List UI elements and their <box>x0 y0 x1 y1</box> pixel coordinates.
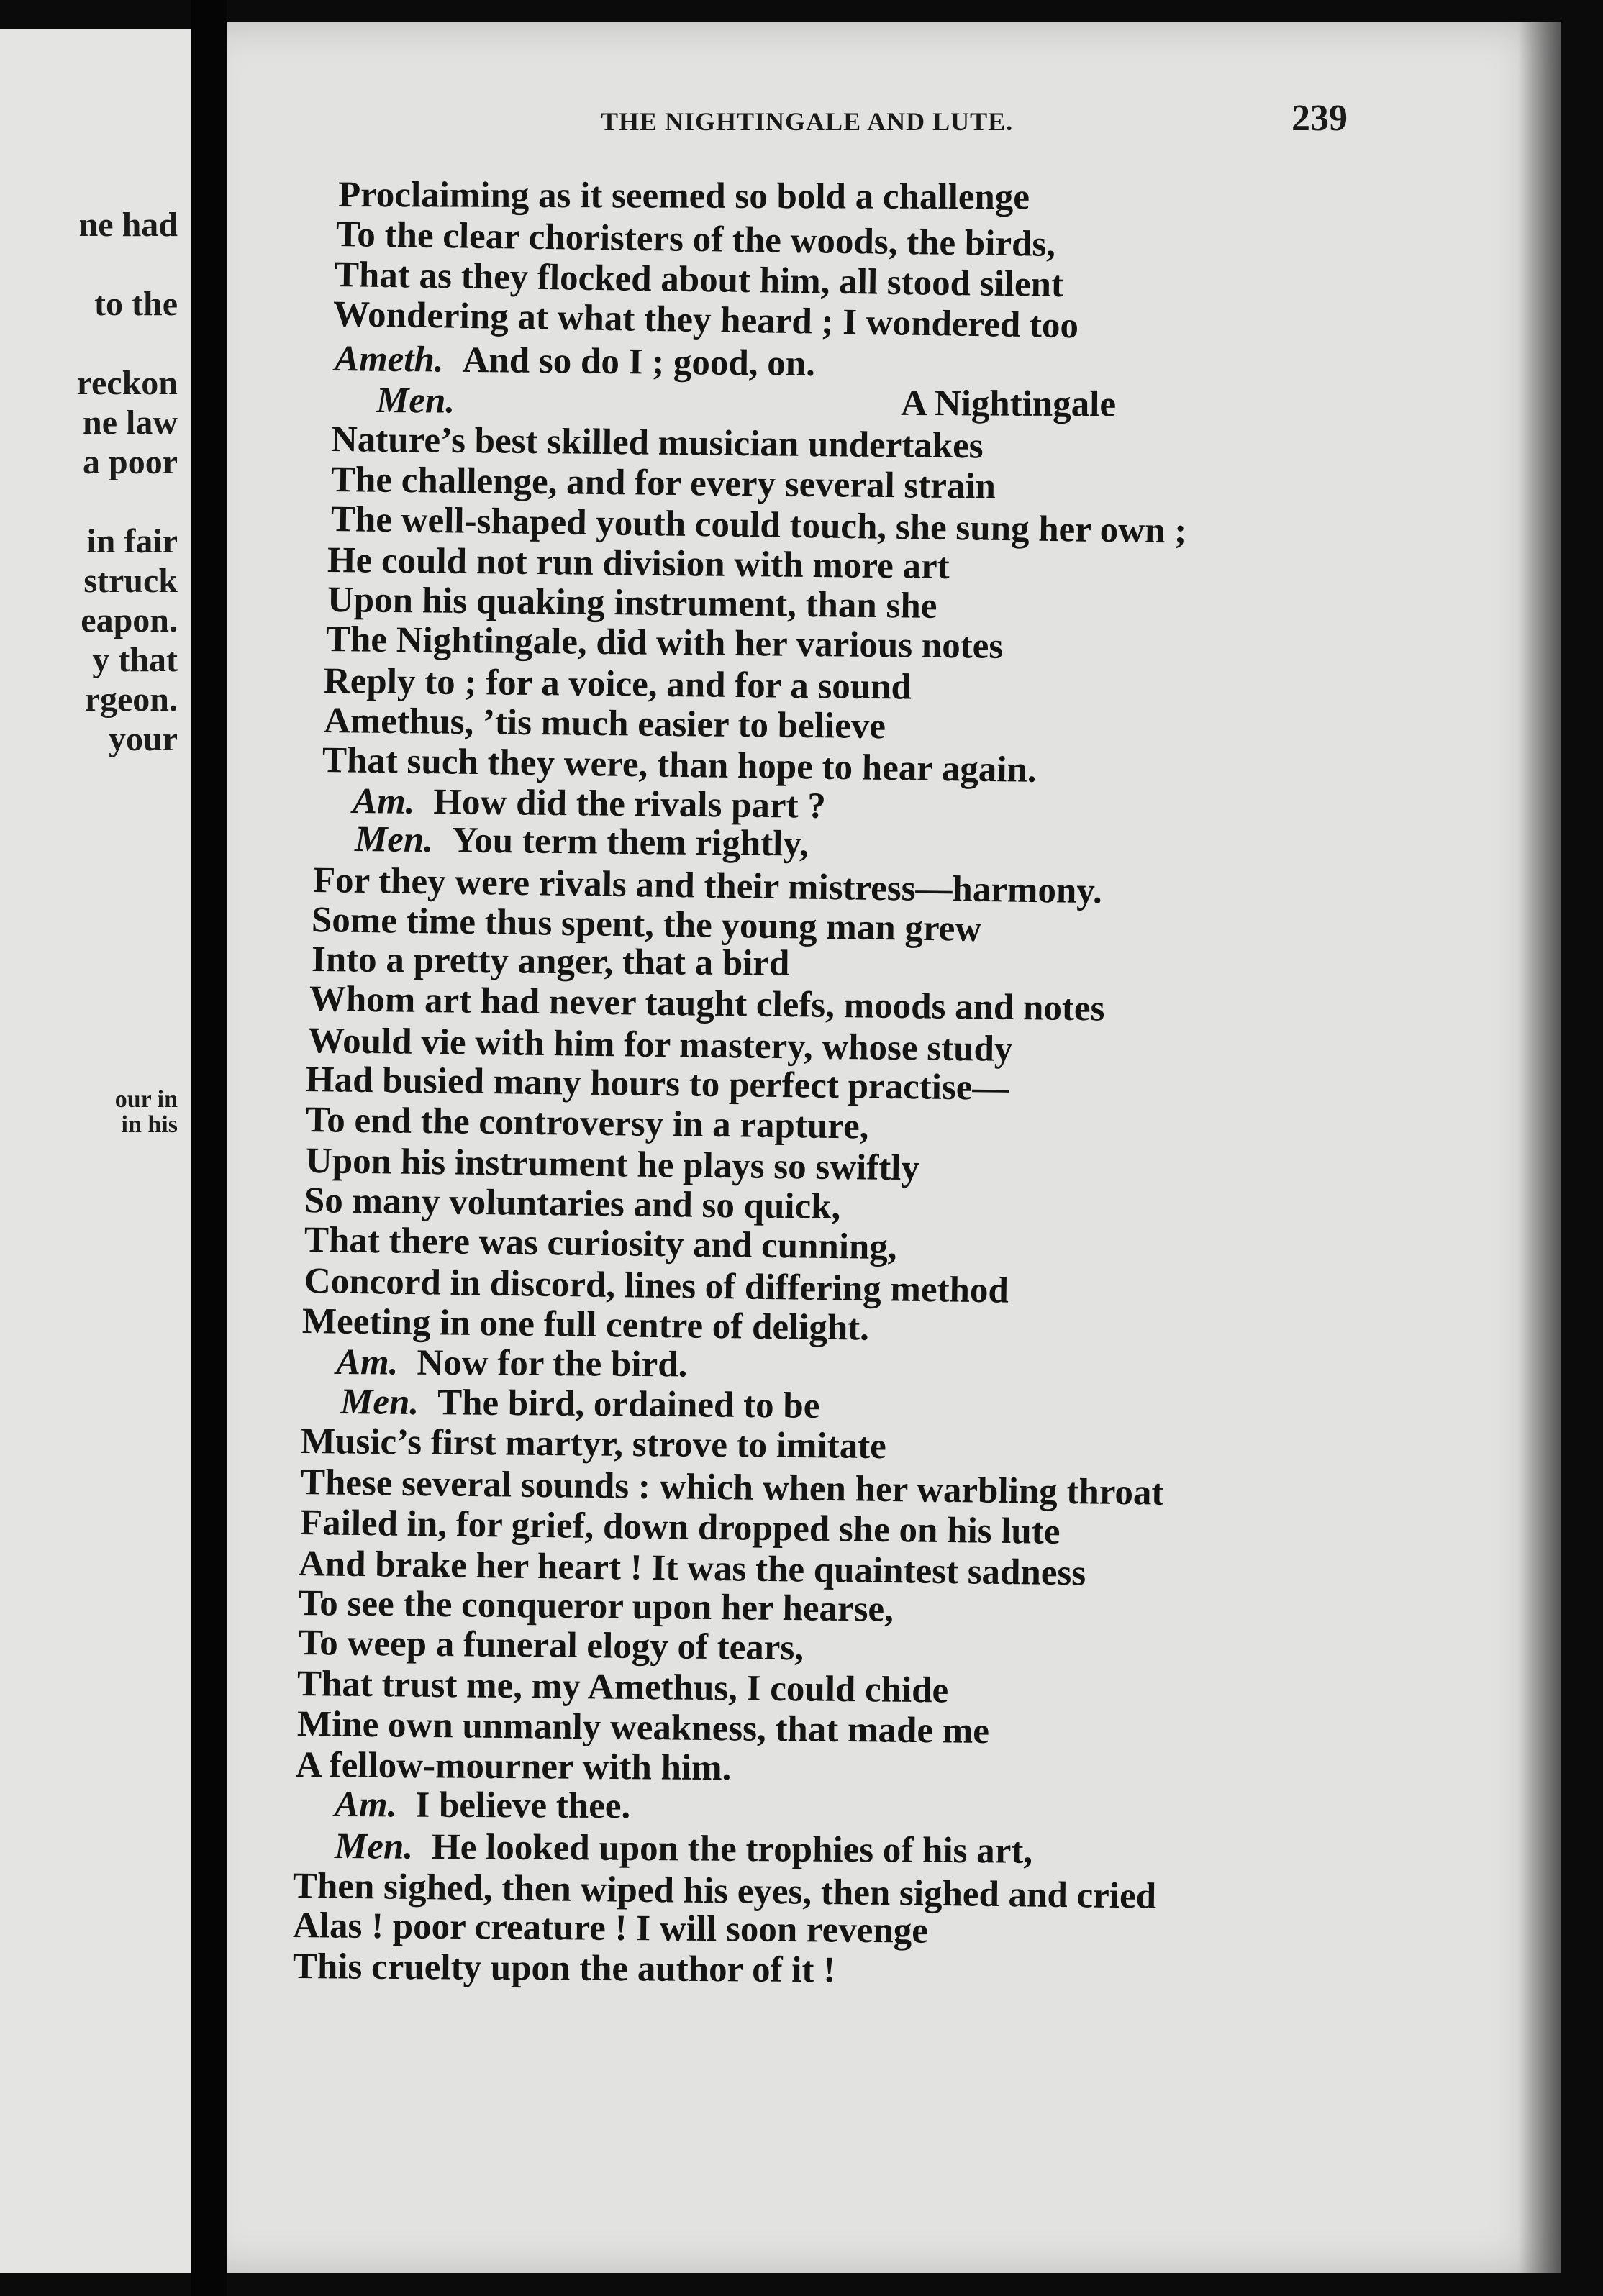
facing-page-text: ne had <box>78 206 178 244</box>
verse-text: For they were rivals and their mistress—harmony. <box>312 860 1103 912</box>
verse-text: These several sounds : which when her warbling throat <box>300 1462 1164 1513</box>
verse-text: So many voluntaries and so quick, <box>304 1180 841 1228</box>
verse-text: Some time thus spent, the young man grew <box>311 900 982 949</box>
verse-text: Music’s first martyr, strove to imitate <box>300 1421 887 1467</box>
verse-text: Reply to ; for a voice, and for a sound <box>323 661 912 708</box>
verse-text: Amethus, ’tis much easier to believe <box>323 701 886 747</box>
speaker-name: Ameth. <box>334 339 444 381</box>
verse-text: You term them rightly, <box>451 820 809 865</box>
verse-text: The Nightingale, did with her various notes <box>325 619 1004 667</box>
verse-line <box>335 1784 631 1827</box>
verse-line <box>301 1421 886 1467</box>
verse-text: Proclaiming as it seemed so bold a challenge <box>337 175 1030 218</box>
verse-line <box>312 939 790 985</box>
speaker-name: Men. <box>354 819 434 861</box>
facing-page-text: eapon. <box>81 601 178 639</box>
verse-text: Mine own unmanly weakness, that made me <box>296 1704 990 1752</box>
verse-text: And so do I ; good, on. <box>462 340 816 384</box>
facing-page-text: your <box>109 720 178 758</box>
verse-line <box>293 1905 928 1952</box>
verse-text: To weep a funeral elogy of tears, <box>298 1623 804 1669</box>
page-shadow <box>1518 22 1561 2273</box>
verse-text: A Nightingale <box>900 383 1117 425</box>
verse-line <box>335 1826 1032 1872</box>
verse-text: That as they flocked about him, all stood silent <box>334 255 1064 306</box>
verse-text: Now for the bird. <box>417 1342 688 1385</box>
verse-text: To end the controversy in a rapture, <box>305 1100 869 1147</box>
verse-text: How did the rivals part ? <box>433 782 827 826</box>
verse-text: Alas ! poor creature ! I will soon revenge <box>292 1905 929 1951</box>
running-title: THE NIGHTINGALE AND LUTE. <box>601 107 1014 136</box>
facing-page-text: a poor <box>83 443 178 481</box>
facing-page-text: y that <box>92 641 178 679</box>
verse-line <box>296 1744 732 1789</box>
verse-line <box>326 619 1004 668</box>
verse-line <box>340 1381 820 1427</box>
verse-text: The bird, ordained to be <box>437 1382 820 1426</box>
verse-text: Nature’s best skilled musician undertakes <box>330 419 984 467</box>
verse-text: To the clear choristers of the woods, the birds, <box>335 214 1056 265</box>
verse-text: To see the conqueror upon her hearse, <box>298 1583 894 1630</box>
verse-text: And brake her heart ! It was the quaintest sadness <box>298 1544 1086 1594</box>
verse-text: He looked upon the trophies of his art, <box>431 1826 1033 1872</box>
page-number: 239 <box>1291 98 1348 139</box>
verse-text: Whom art had never taught clefs, moods and notes <box>309 979 1105 1029</box>
verse-text: Failed in, for grief, down dropped she on his lute <box>299 1503 1061 1552</box>
verse-line <box>306 1099 869 1148</box>
facing-page-text: in his <box>121 1111 178 1138</box>
book-gutter <box>191 0 227 2296</box>
verse-line <box>293 1946 836 1991</box>
verse-text: Upon his quaking instrument, than she <box>327 580 937 627</box>
verse-text: Upon his instrument he plays so swiftly <box>305 1141 920 1189</box>
speaker-name: Am. <box>334 1785 397 1826</box>
verse-text: He could not run division with more art <box>327 540 950 588</box>
verse-text: Would vie with him for mastery, whose study <box>307 1021 1013 1070</box>
facing-page-text: reckon <box>76 364 178 402</box>
verse-text: That such they were, than hope to hear again. <box>322 740 1037 791</box>
verse-text: Concord in discord, lines of differing method <box>304 1261 1009 1311</box>
facing-page-text: struck <box>83 562 178 600</box>
verse-text: Had busied many hours to perfect practise— <box>305 1060 1009 1108</box>
verse-line <box>336 1341 688 1385</box>
facing-page-text: in fair <box>86 522 178 560</box>
verse-text: A fellow-mourner with him. <box>295 1745 732 1789</box>
verse-text: The well-shaped youth could touch, she sung her own ; <box>330 499 1187 552</box>
verse-text: The challenge, and for every several strain <box>330 460 996 507</box>
verse-text: That trust me, my Amethus, I could chide <box>296 1664 949 1711</box>
facing-page-text: ne law <box>83 404 178 442</box>
facing-page-fragment <box>0 29 191 2273</box>
verse-line <box>376 380 1116 425</box>
verse-text: Into a pretty anger, that a bird <box>311 939 790 984</box>
speaker-name: Am. <box>335 1342 399 1383</box>
verse-line <box>335 338 816 385</box>
facing-page-text: rgeon. <box>84 680 178 719</box>
verse-line <box>299 1622 804 1669</box>
facing-page-text: to the <box>94 285 178 323</box>
verse-line <box>355 819 809 865</box>
verse-text: That there was curiosity and cunning, <box>304 1220 897 1268</box>
verse-text: Then sighed, then wiped his eyes, then sighed and cried <box>292 1866 1157 1917</box>
verse-line <box>338 174 1030 218</box>
book-page <box>227 22 1561 2273</box>
verse-text: This cruelty upon the author of it ! <box>292 1946 836 1991</box>
verse-text: Meeting in one full centre of delight. <box>301 1301 870 1349</box>
speaker-name: Men. <box>334 1826 414 1867</box>
speaker-name: Am. <box>352 781 415 822</box>
speaker-name: Men. <box>376 381 455 422</box>
facing-page-text: our in <box>114 1086 178 1113</box>
speaker-name: Men. <box>340 1382 419 1423</box>
verse-text: I believe thee. <box>415 1785 631 1827</box>
verse-text: Wondering at what they heard ; I wondered too <box>332 294 1079 347</box>
